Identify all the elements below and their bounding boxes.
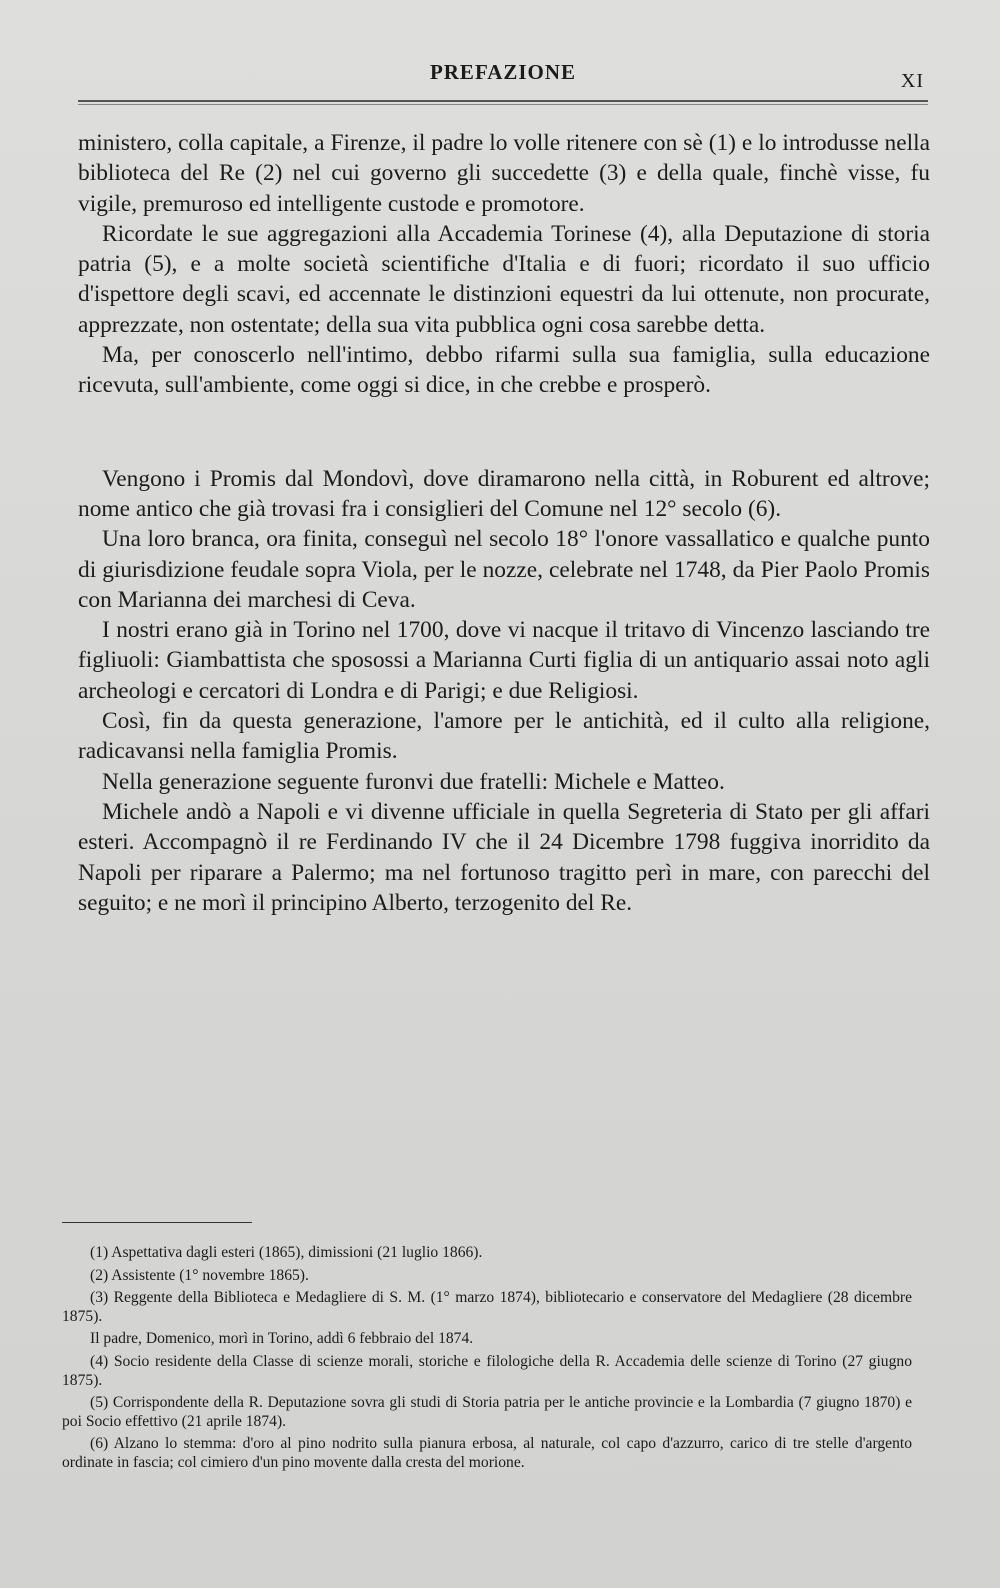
footnote-3: (3) Reggente della Biblioteca e Medagliere di S. M. (1° marzo 1874), bibliotecario e conservatore del Medagliere (28 dicembre 1875). — [62, 1289, 912, 1325]
paragraph-3: Ma, per conoscerlo nell'intimo, debbo rifarmi sulla sua famiglia, sulla educazione ricevuta, sull'ambiente, come oggi si dice, in che crebbe e prosperò. — [78, 342, 930, 399]
header-rule-thin — [78, 104, 928, 105]
footnote-2: (2) Assistente (1° novembre 1865). — [90, 1266, 309, 1284]
paragraph-4: Vengono i Promis dal Mondovì, dove diramarono nella città, in Roburent ed altrove; nome antico che già trovasi fra i consiglieri del Comune nel 12° secolo (6). — [78, 465, 930, 522]
running-head — [78, 58, 928, 98]
footnote-5: (5) Corrispondente della R. Deputazione sovra gli studi di Storia patria per le antiche provincie e la Lombardia (7 giugno 1870) e poi Socio effettivo (21 aprile 1874). — [62, 1394, 912, 1430]
header-rule — [78, 100, 928, 102]
section-break — [78, 401, 930, 464]
paragraph-9: Michele andò a Napoli e vi divenne ufficiale in quella Segreteria di Stato per gli affari esteri. Accompagnò il re Ferdinando IV che il 24 Dicembre 1798 fuggiva inorridito da Napoli per riparare a Palermo; ma nel fortunoso tragitto perì in mare, con parecchi del seguito; e ne morì il principino Alberto, terzogenito del Re. — [78, 798, 930, 916]
paragraph-6: I nostri erano già in Torino nel 1700, dove vi nacque il tritavo di Vincenzo lasciando tre figliuoli: Giambattista che sposossi a Marianna Curti figlia di un antiquario assai noto agli archeologi e cercatori di Londra e di Parigi; e due Religiosi. — [78, 617, 930, 704]
running-title: PREFAZIONE — [429, 60, 577, 84]
footnote-6: (6) Alzano lo stemma: d'oro al pino nodrito sulla pianura erbosa, al naturale, col capo d'azzurro, carico di tre stelle d'argento ordinate in fascia; col cimiero d'un pino movente dalla cresta del morione. — [62, 1435, 912, 1471]
paragraph-7: Così, fin da questa generazione, l'amore per le antichità, ed il culto alla religione, radicavansi nella famiglia Promis. — [78, 708, 930, 765]
main-text — [78, 128, 930, 918]
paragraph-5: Una loro branca, ora finita, conseguì nel secolo 18° l'onore vassallatico e qualche punto di giurisdizione feudale sopra Viola, per le nozze, celebrate nel 1748, da Pier Paolo Promis con Marianna dei marchesi di Ceva. — [78, 526, 930, 613]
paragraph-8: Nella generazione seguente furonvi due fratelli: Michele e Matteo. — [102, 768, 725, 795]
footnotes — [62, 1244, 912, 1477]
paragraph-1: ministero, colla capitale, a Firenze, il padre lo volle ritenere con sè (1) e lo introdusse nella biblioteca del Re (2) nel cui governo gli succedette (3) e della quale, finchè visse, fu vigile, premuroso ed intelligente custode e promotore. — [78, 130, 930, 217]
footnote-3-continuation: Il padre, Domenico, morì in Torino, addì 6 febbraio del 1874. — [90, 1330, 474, 1348]
paragraph-2: Ricordate le sue aggregazioni alla Accademia Torinese (4), alla Deputazione di storia patria (5), e a molte società scientifiche d'Italia e di fuori; ricordato il suo ufficio d'ispettore degli scavi, ed accennate le distinzioni equestri da lui ottenute, non procurate, apprezzate, non ostentate; della sua vita pubblica ogni cosa sarebbe detta. — [78, 220, 930, 338]
footnote-4: (4) Socio residente della Classe di scienze morali, storiche e filologiche della R. Accademia delle scienze di Torino (27 giugno 1875). — [62, 1352, 912, 1389]
page-number: XI — [900, 70, 924, 92]
footnote-rule — [62, 1222, 252, 1223]
footnote-1: (1) Aspettativa dagli esteri (1865), dimissioni (21 luglio 1866). — [90, 1244, 483, 1261]
